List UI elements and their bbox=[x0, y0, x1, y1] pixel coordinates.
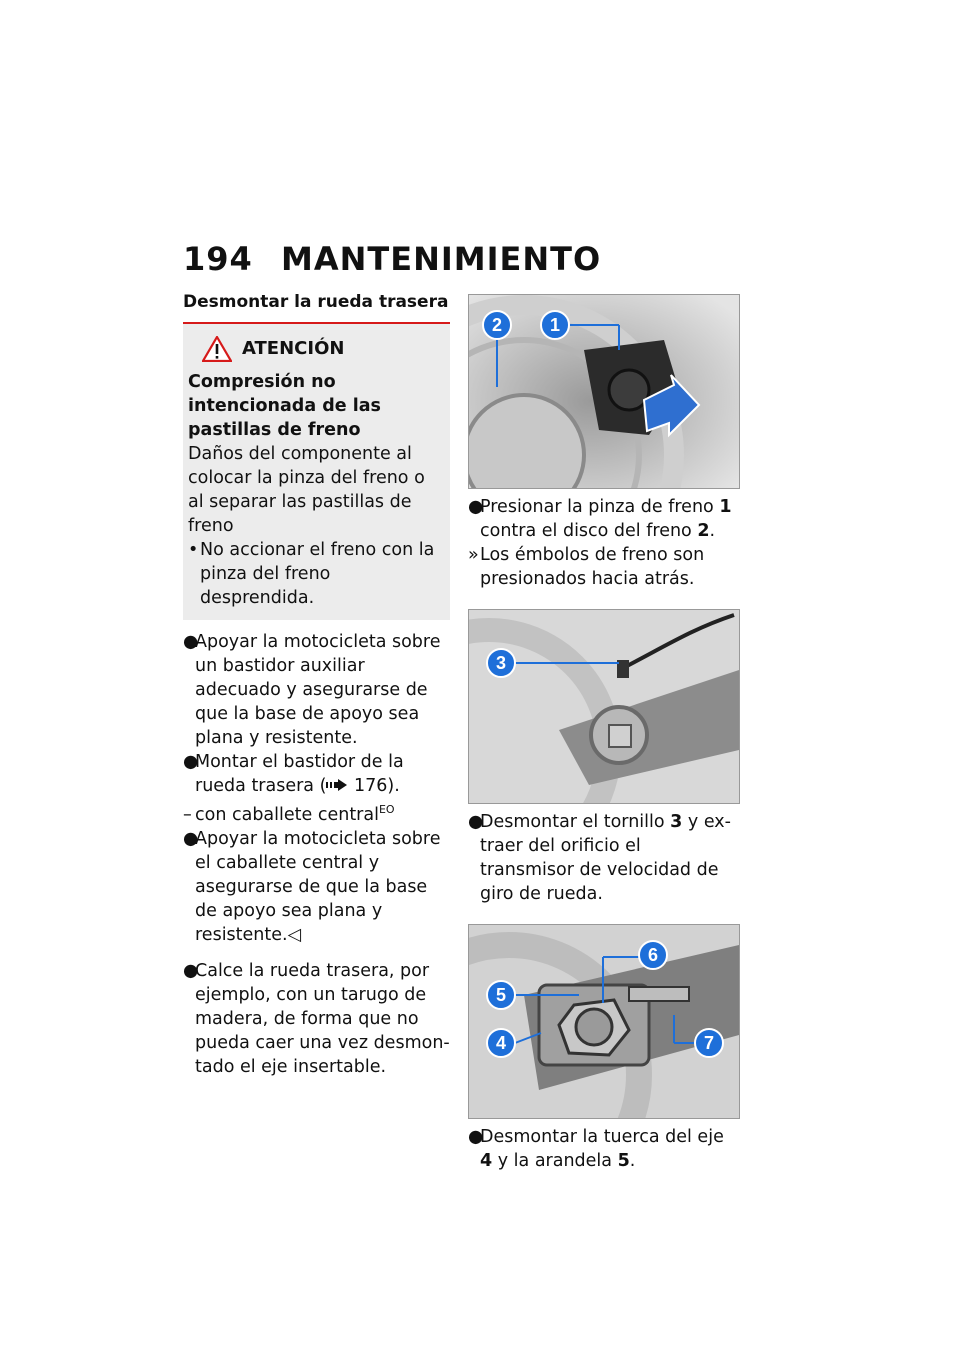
step-1: ●Presionar la pinza de freno 1 contra el disco del freno 2. »Los émbolos de freno son presionados hacia atrás. bbox=[468, 495, 738, 591]
page-number: 194 bbox=[183, 240, 253, 278]
callout-badge bbox=[639, 941, 667, 969]
warning-header bbox=[202, 336, 444, 362]
callout-badge bbox=[541, 311, 569, 339]
svg-text:2: 2 bbox=[491, 315, 503, 335]
callout-badge bbox=[487, 649, 515, 677]
callout-badge bbox=[487, 981, 515, 1009]
list-item: ●Apoyar la motocicleta sobre el caballete central y asegurarse de que la base de apoyo sea plana y resistente.◁ bbox=[183, 828, 441, 945]
right-column bbox=[468, 294, 738, 1191]
left-column bbox=[183, 290, 450, 1079]
result-1: »Los émbolos de freno son presionados hacia atrás. bbox=[468, 545, 705, 589]
list-item: – con caballete central$^{EO}$ bbox=[183, 803, 395, 825]
svg-text:4: 4 bbox=[495, 1033, 507, 1053]
svg-text:1: 1 bbox=[549, 315, 561, 335]
callout-badge bbox=[487, 1029, 515, 1057]
step-3: ●Desmontar la tuerca del eje 4 y la arandela 5. bbox=[468, 1127, 724, 1171]
wheel-speed-sensor-photo bbox=[468, 609, 740, 804]
page-header bbox=[183, 240, 601, 278]
callout-badge bbox=[483, 311, 511, 339]
list-item: ●Apoyar la motocicleta sobre un bastidor auxiliar adecuado y asegurarse de que la base de apoyo sea plana y resistente. bbox=[183, 632, 441, 748]
warning-subtitle: Compresión no intencionada de las pastillas de freno bbox=[188, 372, 381, 440]
brake-caliper-photo bbox=[468, 294, 740, 489]
end-mark: ◁ bbox=[287, 924, 302, 945]
warning-label: ATENCIÓN bbox=[242, 338, 345, 359]
arrow-right-icon bbox=[326, 779, 348, 791]
section-title: Desmontar la rueda trasera bbox=[183, 292, 449, 312]
warning-triangle-icon bbox=[202, 336, 232, 362]
axle-nut-photo bbox=[468, 924, 740, 1119]
page-reference: 176 bbox=[354, 776, 388, 796]
warning-bullet: •No accionar el freno con la pinza del freno desprendida. bbox=[188, 540, 435, 608]
list-item: ●Montar el bastidor de la rueda trasera ( 176). bbox=[183, 752, 404, 796]
svg-text:6: 6 bbox=[647, 945, 659, 965]
warning-body: Daños del componente al colocar la pinza del freno o al separar las pastillas de freno bbox=[188, 444, 425, 536]
callout-badge bbox=[695, 1029, 723, 1057]
warning-box bbox=[183, 322, 450, 620]
chapter-title: MANTENIMIENTO bbox=[281, 240, 602, 278]
svg-text:5: 5 bbox=[495, 985, 507, 1005]
svg-text:3: 3 bbox=[495, 653, 507, 673]
step-2: ●Desmontar el tornillo 3 y extraer del orificio el transmisor de velocidad de giro de rueda. bbox=[468, 812, 731, 904]
svg-text:7: 7 bbox=[703, 1033, 715, 1053]
list-item: ●Calce la rueda trasera, por ejemplo, con un tarugo de madera, de forma que no pueda caer una vez desmontado el eje insertable. bbox=[183, 960, 450, 1077]
